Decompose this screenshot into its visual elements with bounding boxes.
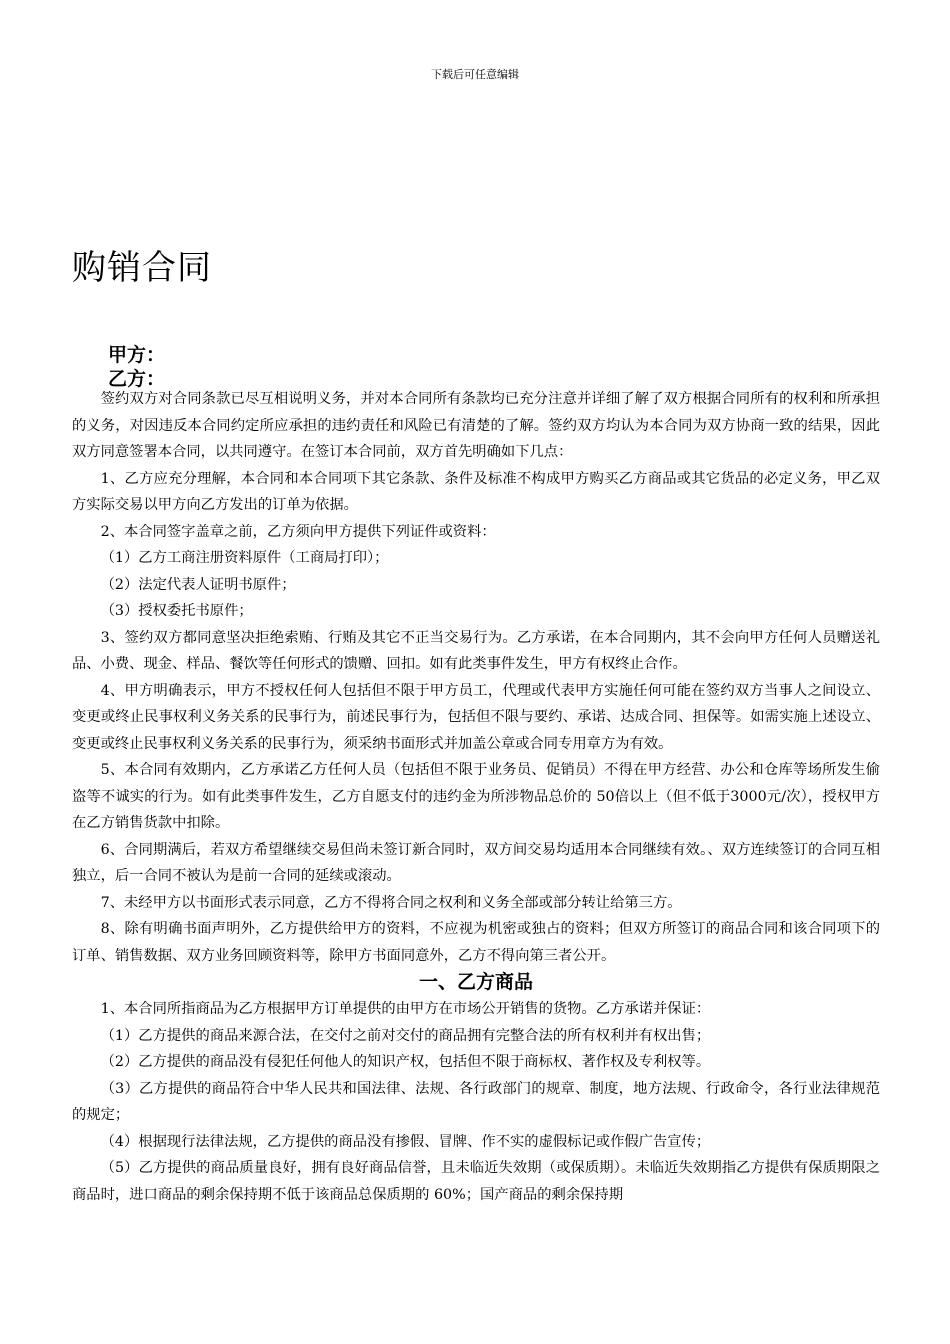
section-item: （3）乙方提供的商品符合中华人民共和国法律、法规、各行政部门的规章、制度，地方法规、行政命令，各行业法律规范的规定； (72, 1080, 880, 1123)
clause-paragraph: （1）乙方工商注册资料原件（工商局打印）； (100, 550, 389, 566)
party-a-label: 甲方： (108, 344, 166, 366)
intro-paragraph: 签约双方对合同条款已尽互相说明义务，并对本合同所有条款均已充分注意并详细了解了双方根据合同所有的权利和所承担的义务，对因违反本合同约定所应承担的违约责任和风险已有清楚的了解。签约双方均认为本合同为双方协商一致的结果，因此双方同意签署本合同，以共同遵守。在签订本合同前，双方首先明确如下几点： (72, 391, 880, 460)
clause-paragraph: （2）法定代表人证明书原件； (100, 576, 296, 593)
section-heading: 一、乙方商品 (418, 971, 533, 993)
section-item: （1）乙方提供的商品来源合法，在交付之前对交付的商品拥有完整合法的所有权利并有权出售； (100, 1027, 711, 1044)
section-item: 1、本合同所指商品为乙方根据甲方订单提供的由甲方在市场公开销售的货物。乙方承诺并保证： (100, 1001, 711, 1017)
clause-paragraph: 6、合同期满后，若双方希望继续交易但尚未签订新合同时，双方间交易均适用本合同继续有效。、双方连续签订的合同互相独立，后一合同不被认为是前一合同的延续或滚动。 (72, 841, 880, 884)
document-title: 购销合同 (72, 248, 212, 288)
header-note: 下载后可任意编辑 (431, 68, 519, 81)
clause-paragraph: 3、签约双方都同意坚决拒绝索贿、行贿及其它不正当交易行为。乙方承诺，在本合同期内，其不会向甲方任何人员赠送礼品、小费、现金、样品、餐饮等任何形式的馈赠、回扣。如有此类事件发生，甲方有权终止合作。 (72, 629, 880, 672)
party-b-label: 乙方： (108, 368, 166, 390)
clause-paragraph: 8、除有明确书面声明外，乙方提供给甲方的资料，不应视为机密或独占的资料；但双方所签订的商品合同和该合同项下的订单、销售数据、双方业务回顾资料等，除甲方书面同意外，乙方不得向第三者公开。 (72, 921, 880, 964)
section-item: （2）乙方提供的商品没有侵犯任何他人的知识产权，包括但不限于商标权、著作权及专利权等。 (100, 1054, 711, 1070)
contract-body (72, 386, 880, 1208)
clause-paragraph: 4、甲方明确表示，甲方不授权任何人包括但不限于甲方员工，代理或代表甲方实施任何可能在签约双方当事人之间设立、变更或终止民事权利义务关系的民事行为，前述民事行为，包括但不限与要约、承诺、达成合同、担保等。如需实施上述设立、变更或终止民事权利义务关系的民事行为，须采纳书面形式并加盖公章或合同专用章方为有效。 (72, 682, 880, 752)
section-item: （5）乙方提供的商品质量良好，拥有良好商品信誉，且未临近失效期（或保质期）。未临近失效期指乙方提供有保质期限之商品时，进口商品的剩余保持期不低于该商品总保质期的 60%；国产商品的剩余保持期 (72, 1160, 880, 1203)
clause-paragraph: （3）授权委托书原件； (100, 603, 253, 619)
clause-paragraph: 1、乙方应充分理解，本合同和本合同项下其它条款、条件及标准不构成甲方购买乙方商品或其它货品的必定义务，甲乙双方实际交易以甲方向乙方发出的订单为依据。 (72, 470, 880, 513)
clause-paragraph: 5、本合同有效期内，乙方承诺乙方任何人员（包括但不限于业务员、促销员）不得在甲方经营、办公和仓库等场所发生偷盗等不诚实的行为。如有此类事件发生，乙方自愿支付的违约金为所涉物品总价的 50倍以上（但不低于3000元/次），授权甲方在乙方销售货款中扣除。 (72, 762, 880, 831)
clause-paragraph: 2、本合同签字盖章之前，乙方须向甲方提供下列证件或资料： (100, 523, 496, 540)
clause-paragraph: 7、未经甲方以书面形式表示同意，乙方不得将合同之权利和义务全部或部分转让给第三方。 (100, 894, 682, 911)
section-item: （4）根据现行法律法规，乙方提供的商品没有掺假、冒牌、作不实的虚假标记或作假广告宣传； (100, 1133, 711, 1150)
